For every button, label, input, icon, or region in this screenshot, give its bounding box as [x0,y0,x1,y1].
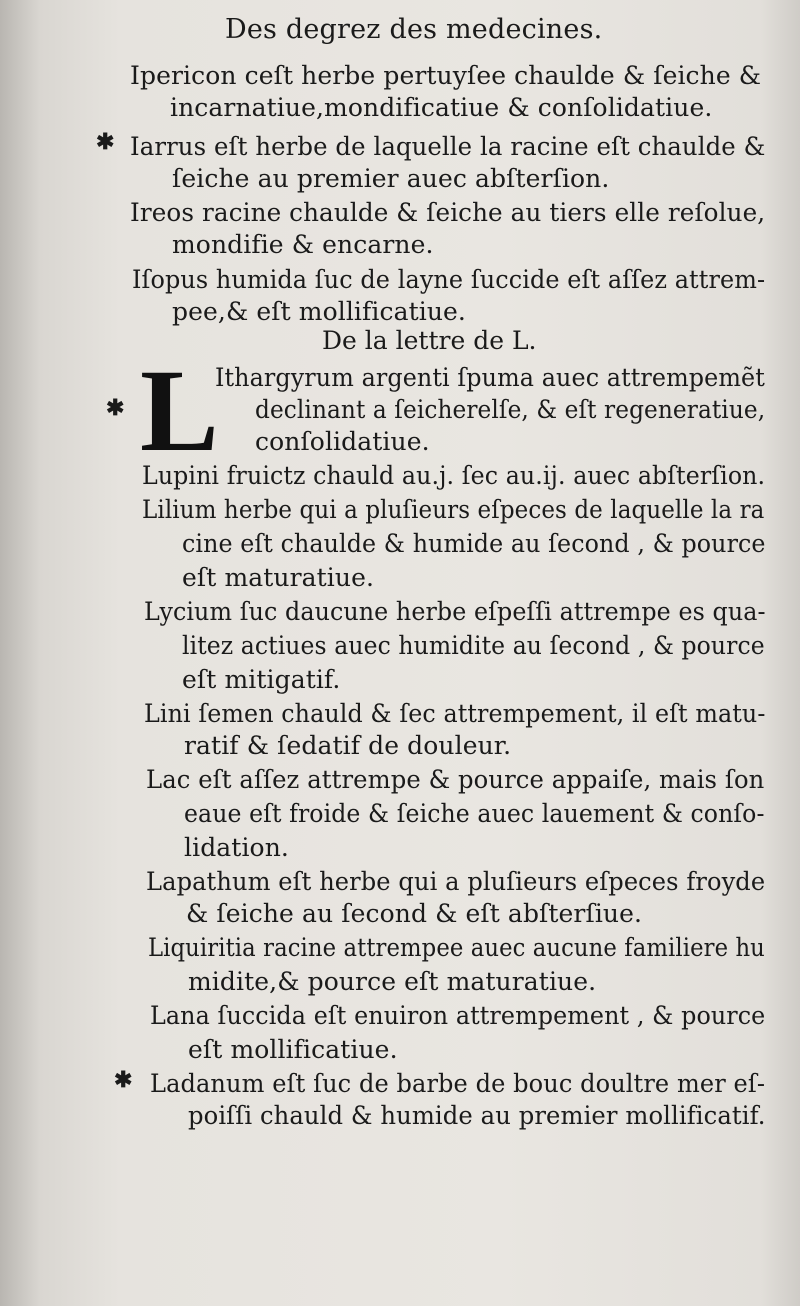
entry-line: Lini ſemen chauld & ſec attrempement, il eſt matu- [144,699,766,728]
entry-line: litez actiues auec humidite au ſecond , & pource [182,631,765,660]
entry-line: pee,& eſt mollificatiue. [172,297,466,326]
entry-line: Ipericon ceſt herbe pertuyſee chaulde & ſeiche & [130,61,762,90]
entry-line: eaue eſt froide & ſeiche auec lauement & conſo- [184,799,765,828]
entry-line: Iarrus eſt herbe de laquelle la racine eſt chaulde & [130,132,766,161]
entry-line: ratif & ſedatif de douleur. [184,731,512,760]
entry-line: Lycium ſuc daucune herbe eſpeſſi attrempe es qua- [144,597,766,626]
entry-line: mondifie & encarne. [172,230,434,259]
entry-line: & ſeiche au ſecond & eſt abſterſiue. [186,899,643,928]
entry-line: incarnatiue,mondificatiue & conſolidatiue. [170,93,713,122]
entry-line: poiſſi chauld & humide au premier mollificatif. [188,1101,766,1130]
entry-line: eſt mitigatif. [182,665,341,694]
entry-line: Lilium herbe qui a pluſieurs eſpeces de laquelle la ra [142,495,765,524]
entry-line: declinant a ſeicherelſe, & eſt regeneratiue, [255,395,766,424]
entry-line: midite,& pource eſt maturatiue. [188,967,597,996]
entry-line: ſeiche au premier auec abſterſion. [172,164,610,193]
entry-line: conſolidatiue. [255,427,430,456]
entry-line: eſt maturatiue. [182,563,375,592]
entry-line: cine eſt chaulde & humide au ſecond , & pource [182,529,766,558]
entry-line: Ladanum eſt ſuc de barbe de bouc doultre mer eſ- [150,1069,766,1098]
entry-line: Iſopus humida ſuc de layne ſuccide eſt aſſez attrem- [132,265,766,294]
star-marker: ✱ [114,1067,133,1093]
entry-line: Lana ſuccida eſt enuiron attrempement , & pource [150,1001,766,1030]
entry-line: Ireos racine chaulde & ſeiche au tiers elle reſolue, [130,198,766,227]
section-heading: De la lettre de L. [322,326,537,355]
entry-line: lidation. [184,833,289,862]
entry-line: Lupini fruictz chauld au.j. ſec au.ij. auec abſterſion. [142,461,766,490]
entry-line: eſt mollificatiue. [188,1035,398,1064]
star-marker: ✱ [96,129,115,155]
running-head: Des degrez des medecines. [225,14,603,45]
entry-line: Ithargyrum argenti ſpuma auec attrempemẽt [215,363,765,392]
entry-line: Liquiritia racine attrempee auec aucune familiere hu [148,933,765,962]
drop-cap: L [140,345,219,476]
entry-line: Lac eſt aſſez attrempe & pource appaiſe, mais ſon [146,765,765,794]
star-marker: ✱ [106,395,125,421]
entry-line: Lapathum eſt herbe qui a pluſieurs eſpeces froyde [146,867,766,896]
